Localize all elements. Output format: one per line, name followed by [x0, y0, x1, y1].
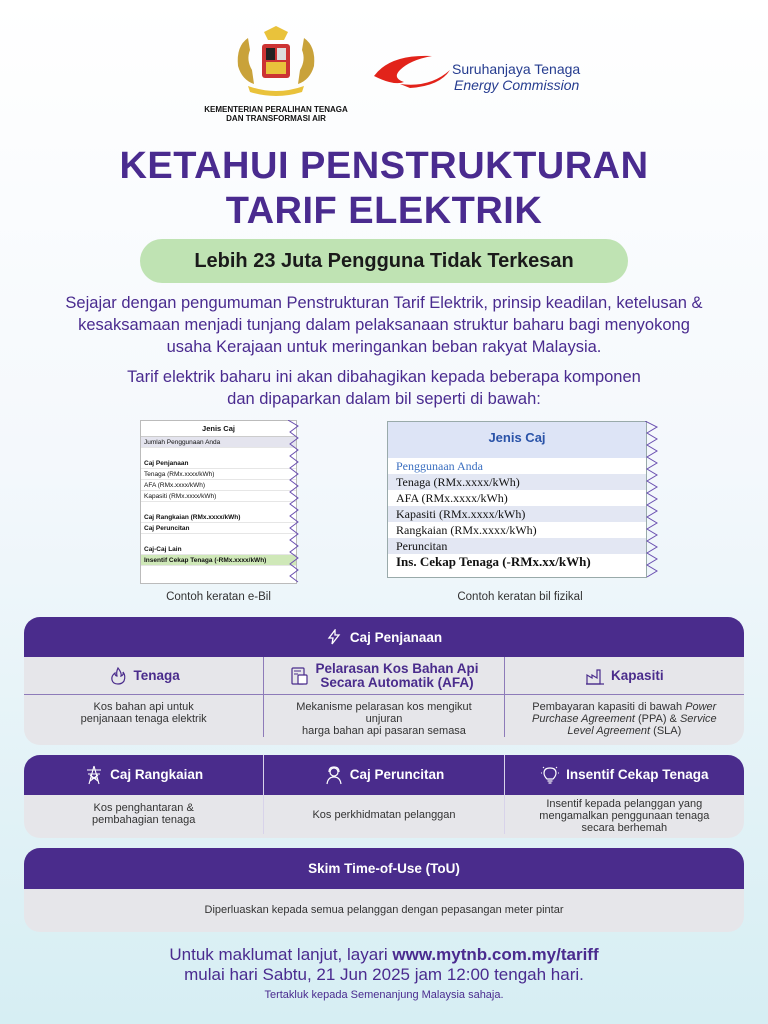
intro-paragraph: Sejajar dengan pengumuman Penstrukturan Tarif Elektrik, prinsip keadilan, ketelusan & kesaksamaan menjadi tunjang dalam pelaksanaan struktur baharu bagi menyokong usaha Kerajaan untuk meringankan beban rakyat Malaysia.	[65, 294, 703, 356]
ebil-row-insentif: Insentif Cekap Tenaga (-RMx.xxxx/kWh)	[141, 555, 296, 566]
torn-edge-icon	[288, 420, 300, 584]
tenaga-desc: Kos bahan api untuk penjanaan tenaga elektrik	[80, 701, 207, 725]
lightning-icon	[326, 629, 342, 645]
fizikal-row-kapasiti: Kapasiti (RMx.xxxx/kWh)	[388, 506, 646, 522]
fizikal-sample	[387, 421, 647, 578]
commission-name-en: Energy Commission	[454, 77, 580, 93]
ebil-row-lain: Caj-Caj Lain	[141, 544, 296, 555]
ebil-row-tenaga: Tenaga (RMx.xxxx/kWh)	[141, 469, 296, 480]
caj-penjanaan-header	[24, 617, 744, 657]
tou-card	[24, 848, 744, 932]
kapasiti-column	[504, 657, 744, 737]
ebil-row-afa: AFA (RMx.xxxx/kWh)	[141, 480, 296, 491]
afa-column	[263, 657, 503, 737]
page-title-line1: KETAHUI PENSTRUKTURAN	[119, 145, 649, 187]
peruncitan-title: Caj Peruncitan	[349, 767, 445, 782]
tou-desc: Diperluaskan kepada semua pelanggan dengan pepasangan meter pintar	[204, 904, 564, 916]
fizikal-header: Jenis Caj	[388, 422, 646, 458]
commission-name: Suruhanjaya Tenaga	[452, 61, 581, 77]
ebil-row-usage: Jumlah Penggunaan Anda	[141, 437, 296, 448]
ebil-sample	[140, 420, 297, 584]
footer-note: Tertakluk kepada Semenanjung Malaysia sahaja.	[264, 989, 504, 1001]
footer-line2: mulai hari Sabtu, 21 Jun 2025 jam 12:00 tengah hari.	[184, 965, 584, 984]
fizikal-row-afa: AFA (RMx.xxxx/kWh)	[396, 491, 508, 505]
document-calculator-icon	[289, 666, 309, 686]
ebil-row-rangkaian: Caj Rangkaian (RMx.xxxx/kWh)	[141, 512, 296, 523]
coat-of-arms-icon	[228, 26, 324, 96]
fizikal-caption: Contoh keratan bil fizikal	[457, 591, 583, 603]
rangkaian-column	[24, 755, 263, 834]
caj-penjanaan-title: Caj Penjanaan	[349, 629, 443, 645]
kapasiti-desc: Pembayaran kapasiti di bawah Power Purchase Agreement (PPA) & Service Level Agreement (SLA)	[531, 701, 717, 737]
tenaga-title: Tenaga	[133, 667, 180, 683]
peruncitan-column	[263, 755, 503, 834]
fizikal-row-usage: Penggunaan Anda	[396, 459, 483, 473]
customer-service-icon	[324, 765, 344, 785]
fizikal-row-tenaga: Tenaga (RMx.xxxx/kWh)	[388, 474, 646, 490]
insentif-title: Insentif Cekap Tenaga	[566, 767, 709, 782]
page-title-line2: TARIF ELEKTRIK	[225, 190, 543, 232]
ebil-header: Jenis Caj	[141, 421, 296, 437]
tou-title: Skim Time-of-Use (ToU)	[24, 848, 744, 889]
swoosh-icon	[370, 48, 460, 92]
ministry-logo	[186, 26, 366, 123]
highlight-pill: Lebih 23 Juta Pengguna Tidak Terkesan	[140, 239, 628, 283]
tenaga-column	[24, 657, 263, 737]
transmission-tower-icon	[84, 765, 104, 785]
flame-icon	[108, 666, 128, 686]
lightbulb-icon	[540, 765, 560, 785]
rangkaian-desc: Kos penghantaran & pembahagian tenaga	[91, 802, 196, 826]
ebil-row-gen: Caj Penjanaan	[141, 458, 296, 469]
factory-icon	[585, 666, 605, 686]
afa-desc: Mekanisme pelarasan kos mengikut unjuran harga bahan api pasaran semasa	[296, 701, 472, 737]
insentif-column	[504, 755, 744, 834]
fizikal-row-insentif: Ins. Cekap Tenaga (-RMx.xx/kWh)	[396, 554, 591, 569]
energy-commission-logo	[370, 48, 610, 98]
footer-line1: Untuk maklumat lanjut, layari www.mytnb.com.my/tariff	[169, 945, 599, 964]
ebil-row-kapasiti: Kapasiti (RMx.xxxx/kWh)	[141, 491, 296, 502]
afa-title: Pelarasan Kos Bahan Api Secara Automatik (AFA)	[315, 660, 479, 690]
ebil-row-peruncitan: Caj Peruncitan	[141, 523, 296, 534]
fizikal-row-rangkaian: Rangkaian (RMx.xxxx/kWh)	[396, 523, 537, 537]
caj-lain-card	[24, 755, 744, 838]
kapasiti-title: Kapasiti	[611, 667, 664, 683]
fizikal-row-peruncitan: Peruncitan	[388, 538, 646, 554]
tariff-link[interactable]: www.mytnb.com.my/tariff	[392, 945, 599, 964]
caj-penjanaan-card	[24, 617, 744, 745]
peruncitan-desc: Kos perkhidmatan pelanggan	[312, 809, 456, 821]
intro-paragraph-2: Tarif elektrik baharu ini akan dibahagikan kepada beberapa komponen dan dipaparkan dalam bil seperti di bawah:	[127, 368, 641, 408]
torn-edge-icon	[645, 421, 659, 578]
ministry-name: KEMENTERIAN PERALIHAN TENAGA DAN TRANSFORMASI AIR	[204, 105, 348, 123]
insentif-desc: Insentif kepada pelanggan yang mengamalkan penggunaan tenaga secara berhemah	[539, 798, 710, 834]
ebil-caption: Contoh keratan e-Bil	[166, 591, 271, 603]
rangkaian-title: Caj Rangkaian	[110, 767, 204, 782]
